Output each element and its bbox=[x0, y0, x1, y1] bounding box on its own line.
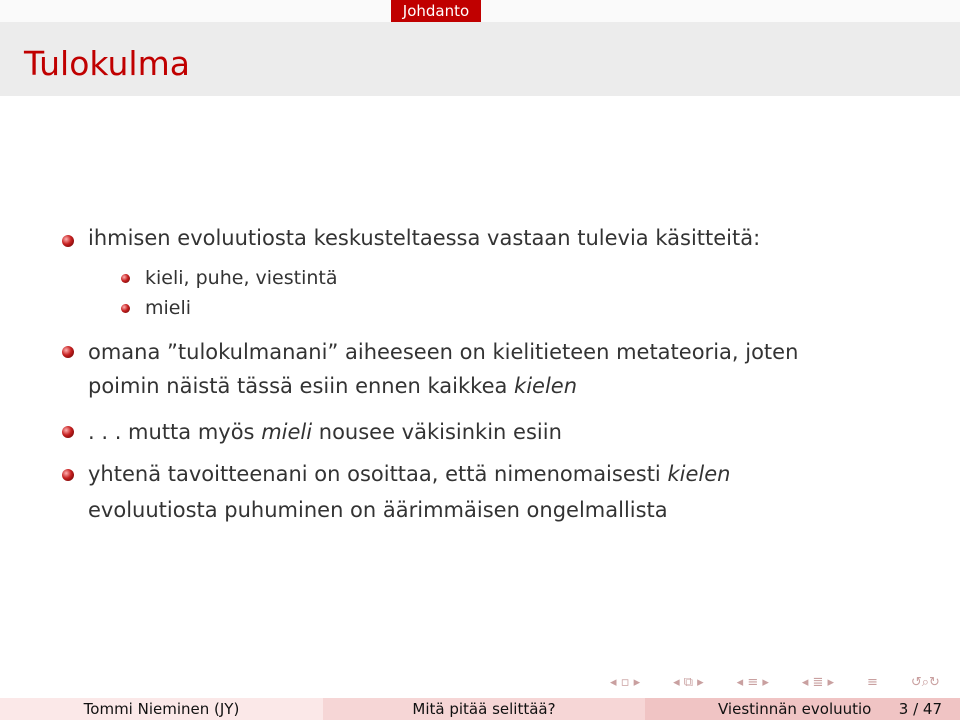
beamer-navigation bbox=[610, 672, 940, 692]
sub-bullet-text: kieli, puhe, viestintä bbox=[145, 267, 338, 289]
nav-prev-frame-icon[interactable]: ◂ ▫ ▸ bbox=[610, 674, 641, 690]
bullet-text-continued bbox=[88, 372, 577, 400]
footer-short-title: Mitä pitää selittää? bbox=[323, 698, 645, 720]
plain-text: nousee väkisinkin esiin bbox=[312, 420, 562, 444]
sub-bullet-icon bbox=[121, 274, 130, 283]
sub-bullet-icon bbox=[121, 304, 130, 313]
bullet-text: omana ”tulokulmanani” aiheeseen on kielitieteen metateoria, joten bbox=[88, 340, 799, 364]
nav-search-icon[interactable]: ↺⌕↻ bbox=[910, 674, 940, 690]
bullet-icon bbox=[62, 235, 74, 247]
bullet-text-continued: evoluutiosta puhuminen on äärimmäisen ongelmallista bbox=[88, 498, 668, 522]
bullet-icon bbox=[62, 426, 74, 438]
emphasis-text: kielen bbox=[667, 462, 731, 486]
footer-author: Tommi Nieminen (JY) bbox=[0, 698, 323, 720]
plain-text: yhtenä tavoitteenani on osoittaa, että nimenomaisesti bbox=[88, 462, 668, 486]
emphasis-text: kielen bbox=[514, 374, 578, 398]
nav-subsection-icon[interactable]: ◂ ⧉ ▸ bbox=[673, 674, 704, 690]
plain-text: poimin näistä tässä esiin ennen kaikkea bbox=[88, 374, 515, 398]
bullet-text: ihmisen evoluutiosta keskusteltaessa vastaan tulevia käsitteitä: bbox=[88, 226, 761, 250]
nav-align-icon[interactable]: ≡ bbox=[867, 674, 878, 690]
bullet-text bbox=[88, 460, 730, 488]
nav-section-icon[interactable]: ◂ ≡ ▸ bbox=[736, 674, 769, 690]
footer-talk-title: Viestinnän evoluutio bbox=[718, 700, 872, 718]
footer bbox=[0, 698, 960, 720]
sub-bullet-text: mieli bbox=[145, 297, 192, 319]
plain-text: . . . mutta myös bbox=[88, 420, 262, 444]
bullet-text bbox=[88, 418, 562, 446]
emphasis-text: mieli bbox=[261, 420, 313, 444]
bullet-icon bbox=[62, 469, 74, 481]
nav-slide-icon[interactable]: ◂ ≣ ▸ bbox=[801, 674, 835, 690]
footer-page-number: 3 / 47 bbox=[898, 700, 942, 718]
footer-talk-info bbox=[645, 698, 960, 720]
section-tab[interactable]: Johdanto bbox=[391, 0, 481, 22]
frame-title: Tulokulma bbox=[24, 44, 190, 83]
bullet-icon bbox=[62, 346, 74, 358]
